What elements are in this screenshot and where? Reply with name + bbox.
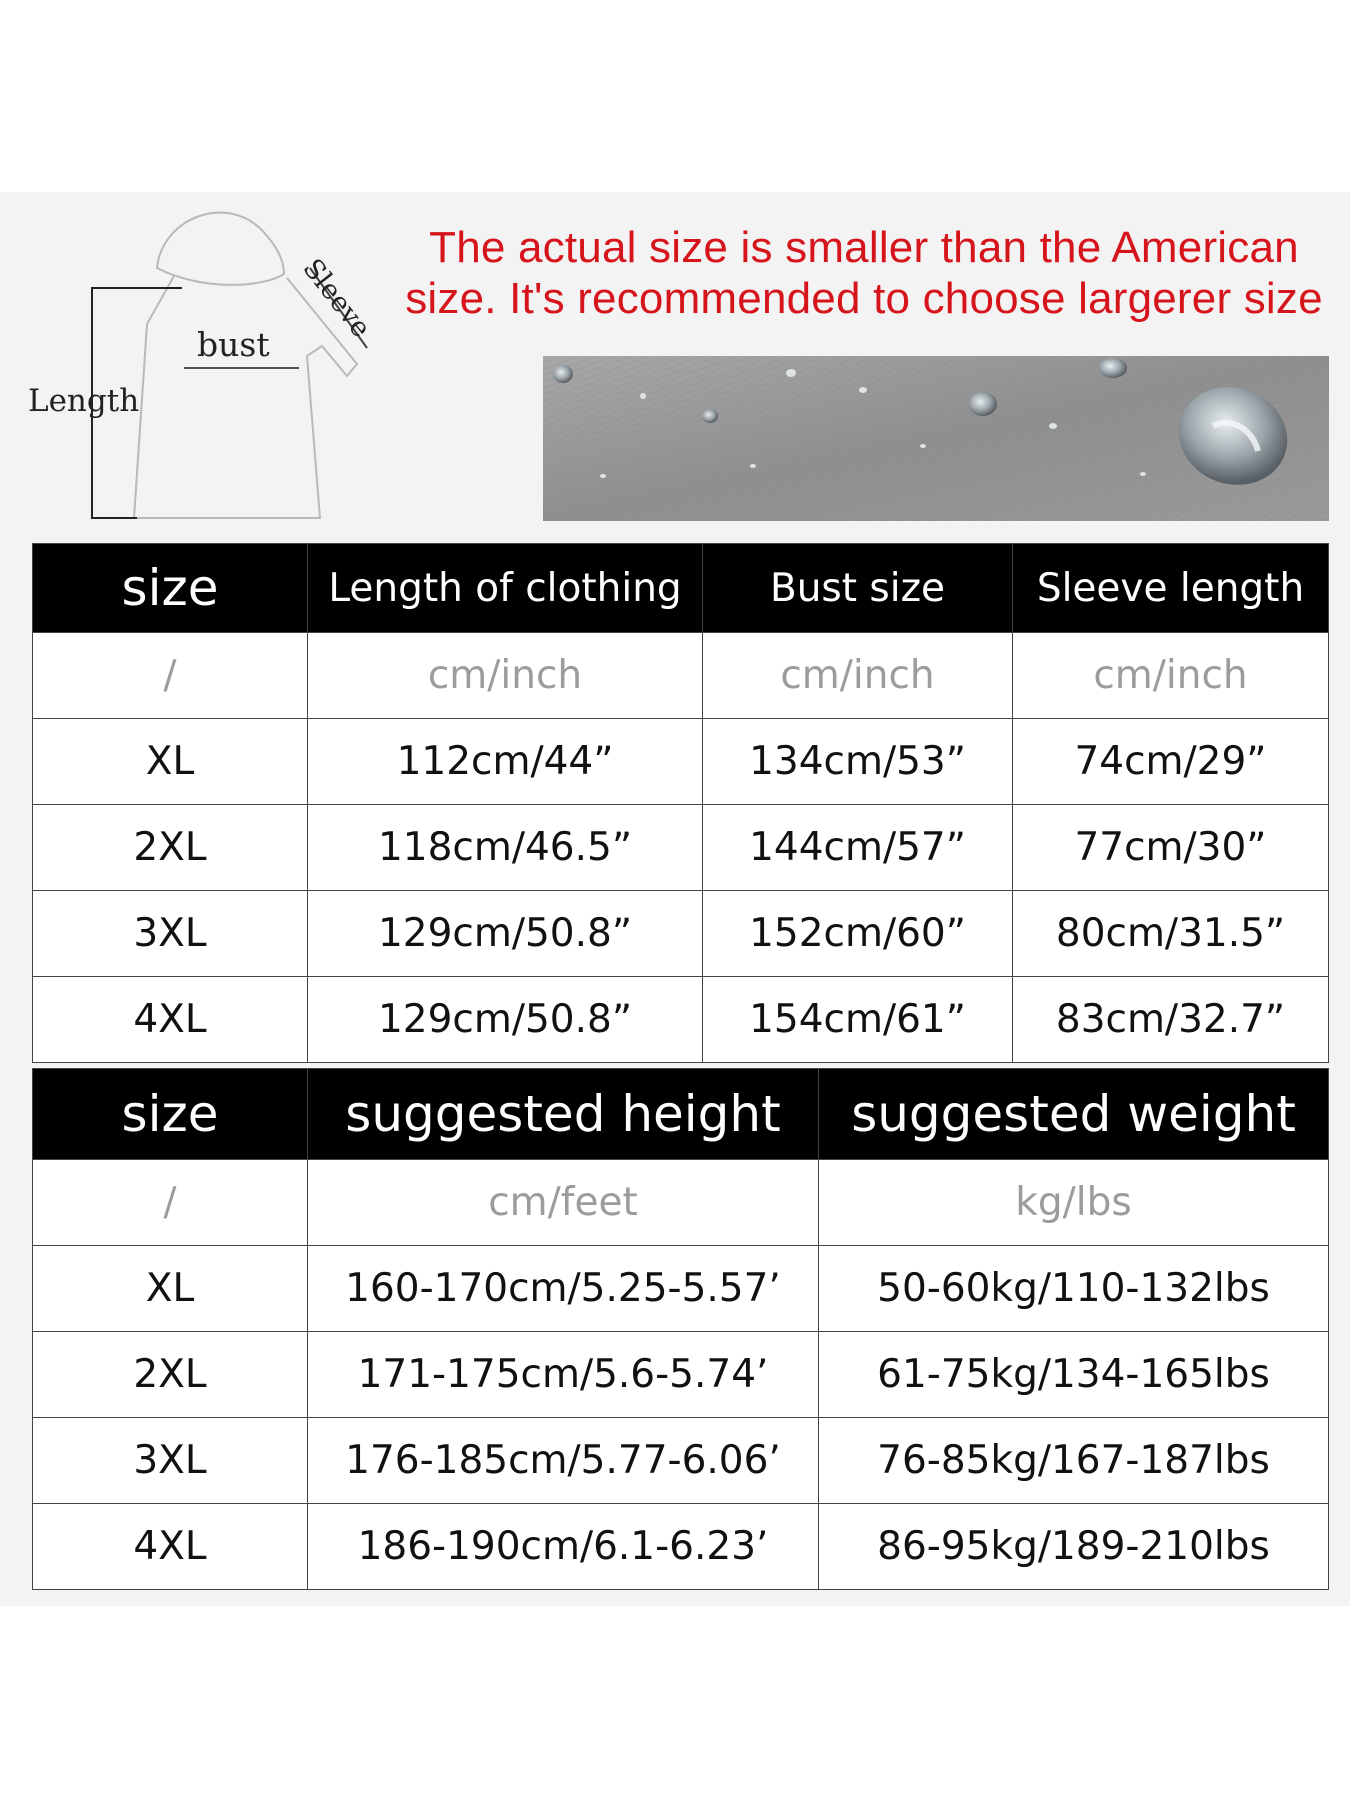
table-row — [33, 805, 1329, 891]
sizing-notice-line-2: size. It's recommended to choose largerer size — [405, 274, 1323, 323]
header-cell: Bust size — [703, 544, 1013, 633]
table-cell: 176-185cm/5.77-6.06’ — [308, 1418, 819, 1504]
table-cell: XL — [33, 1246, 308, 1332]
unit-cell: / — [33, 1160, 308, 1246]
table-cell: 77cm/30” — [1013, 805, 1329, 891]
length-label: Length — [28, 383, 140, 419]
table-cell: 129cm/50.8” — [308, 977, 703, 1063]
table-row — [33, 1332, 1329, 1418]
header-cell: size — [33, 1069, 308, 1160]
table-cell: 80cm/31.5” — [1013, 891, 1329, 977]
table-cell: 83cm/32.7” — [1013, 977, 1329, 1063]
fit-table-header — [33, 1069, 1329, 1160]
hood-outline — [157, 213, 284, 285]
table-cell: 160-170cm/5.25-5.57’ — [308, 1246, 819, 1332]
sizing-notice — [384, 222, 1344, 324]
waterproof-fabric-photo — [543, 356, 1329, 521]
table-cell: 144cm/57” — [703, 805, 1013, 891]
unit-cell: cm/inch — [1013, 633, 1329, 719]
unit-row — [33, 633, 1329, 719]
garment-measurement-diagram — [22, 196, 392, 526]
table-cell: 2XL — [33, 805, 308, 891]
table-row — [33, 1504, 1329, 1590]
size-table-header — [33, 544, 1329, 633]
table-cell: 4XL — [33, 977, 308, 1063]
table-cell: 3XL — [33, 1418, 308, 1504]
unit-cell: kg/lbs — [819, 1160, 1329, 1246]
header-cell: Length of clothing — [308, 544, 703, 633]
table-cell: 154cm/61” — [703, 977, 1013, 1063]
header-cell: size — [33, 544, 308, 633]
table-cell: 86-95kg/189-210lbs — [819, 1504, 1329, 1590]
table-cell: 4XL — [33, 1504, 308, 1590]
table-row — [33, 719, 1329, 805]
sizing-notice-line-1: The actual size is smaller than the American — [429, 223, 1299, 272]
table-cell: 61-75kg/134-165lbs — [819, 1332, 1329, 1418]
table-row — [33, 1246, 1329, 1332]
unit-row — [33, 1160, 1329, 1246]
table-cell: 112cm/44” — [308, 719, 703, 805]
table-row — [33, 977, 1329, 1063]
table-cell: 134cm/53” — [703, 719, 1013, 805]
table-cell: 118cm/46.5” — [308, 805, 703, 891]
table-row — [33, 1418, 1329, 1504]
unit-cell: cm/feet — [308, 1160, 819, 1246]
table-cell: 186-190cm/6.1-6.23’ — [308, 1504, 819, 1590]
table-cell: 76-85kg/167-187lbs — [819, 1418, 1329, 1504]
table-cell: 152cm/60” — [703, 891, 1013, 977]
table-cell: 2XL — [33, 1332, 308, 1418]
unit-cell: / — [33, 633, 308, 719]
table-row — [33, 891, 1329, 977]
size-measurement-table — [32, 543, 1329, 1063]
table-cell: 171-175cm/5.6-5.74’ — [308, 1332, 819, 1418]
header-cell: suggested height — [308, 1069, 819, 1160]
header-cell: suggested weight — [819, 1069, 1329, 1160]
table-cell: 129cm/50.8” — [308, 891, 703, 977]
unit-cell: cm/inch — [703, 633, 1013, 719]
table-cell: 50-60kg/110-132lbs — [819, 1246, 1329, 1332]
unit-cell: cm/inch — [308, 633, 703, 719]
sleeve-label: Sleeve — [296, 253, 377, 344]
table-cell: 3XL — [33, 891, 308, 977]
table-cell: XL — [33, 719, 308, 805]
table-cell: 74cm/29” — [1013, 719, 1329, 805]
header-cell: Sleeve length — [1013, 544, 1329, 633]
suggested-fit-table — [32, 1068, 1329, 1590]
bust-label: bust — [197, 325, 270, 364]
